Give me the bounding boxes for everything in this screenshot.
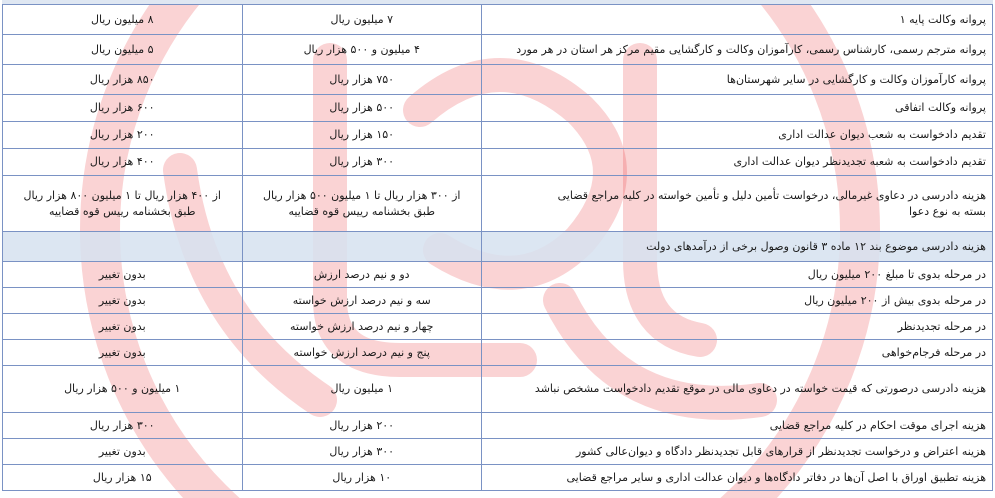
old-fee: ۳۰۰ هزار ریال — [242, 439, 482, 465]
table-row — [3, 95, 993, 122]
table-row — [3, 439, 993, 465]
table-row — [3, 366, 993, 413]
old-fee — [242, 232, 482, 262]
old-fee: ۱ میلیون ریال — [242, 366, 482, 413]
new-fee: ۸۵۰ هزار ریال — [3, 65, 243, 95]
old-fee — [242, 176, 482, 232]
new-fee: ۳۰۰ هزار ریال — [3, 413, 243, 439]
row-description: در مرحله بدوی تا مبلغ ۲۰۰ میلیون ریال — [482, 262, 993, 288]
row-description: هزینه اعتراض و درخواست تجدیدنظر از قرارهای قابل تجدیدنظر دادگاه و دیوان‌عالی کشور — [482, 439, 993, 465]
new-fee: ۸ میلیون ریال — [3, 5, 243, 35]
old-fee: چهار و نیم درصد ارزش خواسته — [242, 314, 482, 340]
table-row — [3, 149, 993, 176]
new-fee — [3, 176, 243, 232]
new-fee: بدون تغییر — [3, 262, 243, 288]
row-description: هزینه دادرسی درصورتی که قیمت خواسته در دعاوی مالی در موقع تقدیم دادخواست مشخص نباشد — [482, 366, 993, 413]
new-fee: بدون تغییر — [3, 340, 243, 366]
table-row — [3, 288, 993, 314]
old-fee-line2: طبق بخشنامه رییس قوه قضاییه — [288, 204, 436, 218]
old-fee: ۷ میلیون ریال — [242, 5, 482, 35]
old-fee: پنج و نیم درصد ارزش خواسته — [242, 340, 482, 366]
old-fee: ۵۰۰ هزار ریال — [242, 95, 482, 122]
new-fee — [3, 232, 243, 262]
fee-table — [2, 4, 993, 491]
table-row — [3, 176, 993, 232]
table-row — [3, 5, 993, 35]
section-header-row — [3, 232, 993, 262]
new-fee: ۶۰۰ هزار ریال — [3, 95, 243, 122]
old-fee: ۱۵۰ هزار ریال — [242, 122, 482, 149]
old-fee: ۱۰ هزار ریال — [242, 465, 482, 491]
table-row — [3, 340, 993, 366]
row-description — [482, 176, 993, 232]
row-description-line1: هزینه دادرسی در دعاوی غیرمالی، درخواست تأمین دلیل و تأمین خواسته در کلیه مراجع قضایی — [557, 188, 986, 202]
new-fee: ۲۰۰ هزار ریال — [3, 122, 243, 149]
new-fee: ۱ میلیون و ۵۰۰ هزار ریال — [3, 366, 243, 413]
table-row — [3, 122, 993, 149]
new-fee: بدون تغییر — [3, 439, 243, 465]
new-fee: ۱۵ هزار ریال — [3, 465, 243, 491]
row-description-line2: بسته به نوع دعوا — [908, 204, 986, 218]
old-fee-line1: از ۳۰۰ هزار ریال تا ۱ میلیون ۵۰۰ هزار ریال — [262, 188, 461, 202]
table-row — [3, 65, 993, 95]
new-fee: بدون تغییر — [3, 314, 243, 340]
row-description: تقدیم دادخواست به شعبه تجدیدنظر دیوان عدالت اداری — [482, 149, 993, 176]
new-fee-line1: از ۴۰۰ هزار ریال تا ۱ میلیون ۸۰۰ هزار ریال — [23, 188, 221, 202]
old-fee: ۴ میلیون و ۵۰۰ هزار ریال — [242, 35, 482, 65]
new-fee: ۵ میلیون ریال — [3, 35, 243, 65]
table-row — [3, 413, 993, 439]
new-fee: ۴۰۰ هزار ریال — [3, 149, 243, 176]
row-description: پروانه کارآموزان وکالت و کارگشایی در سایر شهرستان‌ها — [482, 65, 993, 95]
row-description: هزینه تطبیق اوراق با اصل آن‌ها در دفاتر دادگاه‌ها و دیوان عدالت اداری و سایر مراجع قضایی — [482, 465, 993, 491]
old-fee: سه و نیم درصد ارزش خواسته — [242, 288, 482, 314]
row-description: در مرحله بدوی بیش از ۲۰۰ میلیون ریال — [482, 288, 993, 314]
row-description: هزینه اجرای موقت احکام در کلیه مراجع قضایی — [482, 413, 993, 439]
section-title: هزینه دادرسی موضوع بند ۱۲ ماده ۳ قانون وصول برخی از درآمدهای دولت — [482, 232, 993, 262]
table-row — [3, 465, 993, 491]
old-fee: ۷۵۰ هزار ریال — [242, 65, 482, 95]
row-description: در مرحله تجدیدنظر — [482, 314, 993, 340]
row-description: پروانه مترجم رسمی، کارشناس رسمی، کارآموزان وکالت و کارگشایی مقیم مرکز هر استان در هر مورد — [482, 35, 993, 65]
old-fee: ۲۰۰ هزار ریال — [242, 413, 482, 439]
new-fee: بدون تغییر — [3, 288, 243, 314]
row-description: تقدیم دادخواست به شعب دیوان عدالت اداری — [482, 122, 993, 149]
row-description: در مرحله فرجام‌خواهی — [482, 340, 993, 366]
table-row — [3, 314, 993, 340]
old-fee: دو و نیم درصد ارزش — [242, 262, 482, 288]
row-description: پروانه وکالت پایه ۱ — [482, 5, 993, 35]
row-description: پروانه وکالت اتفاقی — [482, 95, 993, 122]
new-fee-line2: طبق بخشنامه رییس قوه قضاییه — [48, 204, 196, 218]
table-row — [3, 262, 993, 288]
table-row — [3, 35, 993, 65]
old-fee: ۳۰۰ هزار ریال — [242, 149, 482, 176]
